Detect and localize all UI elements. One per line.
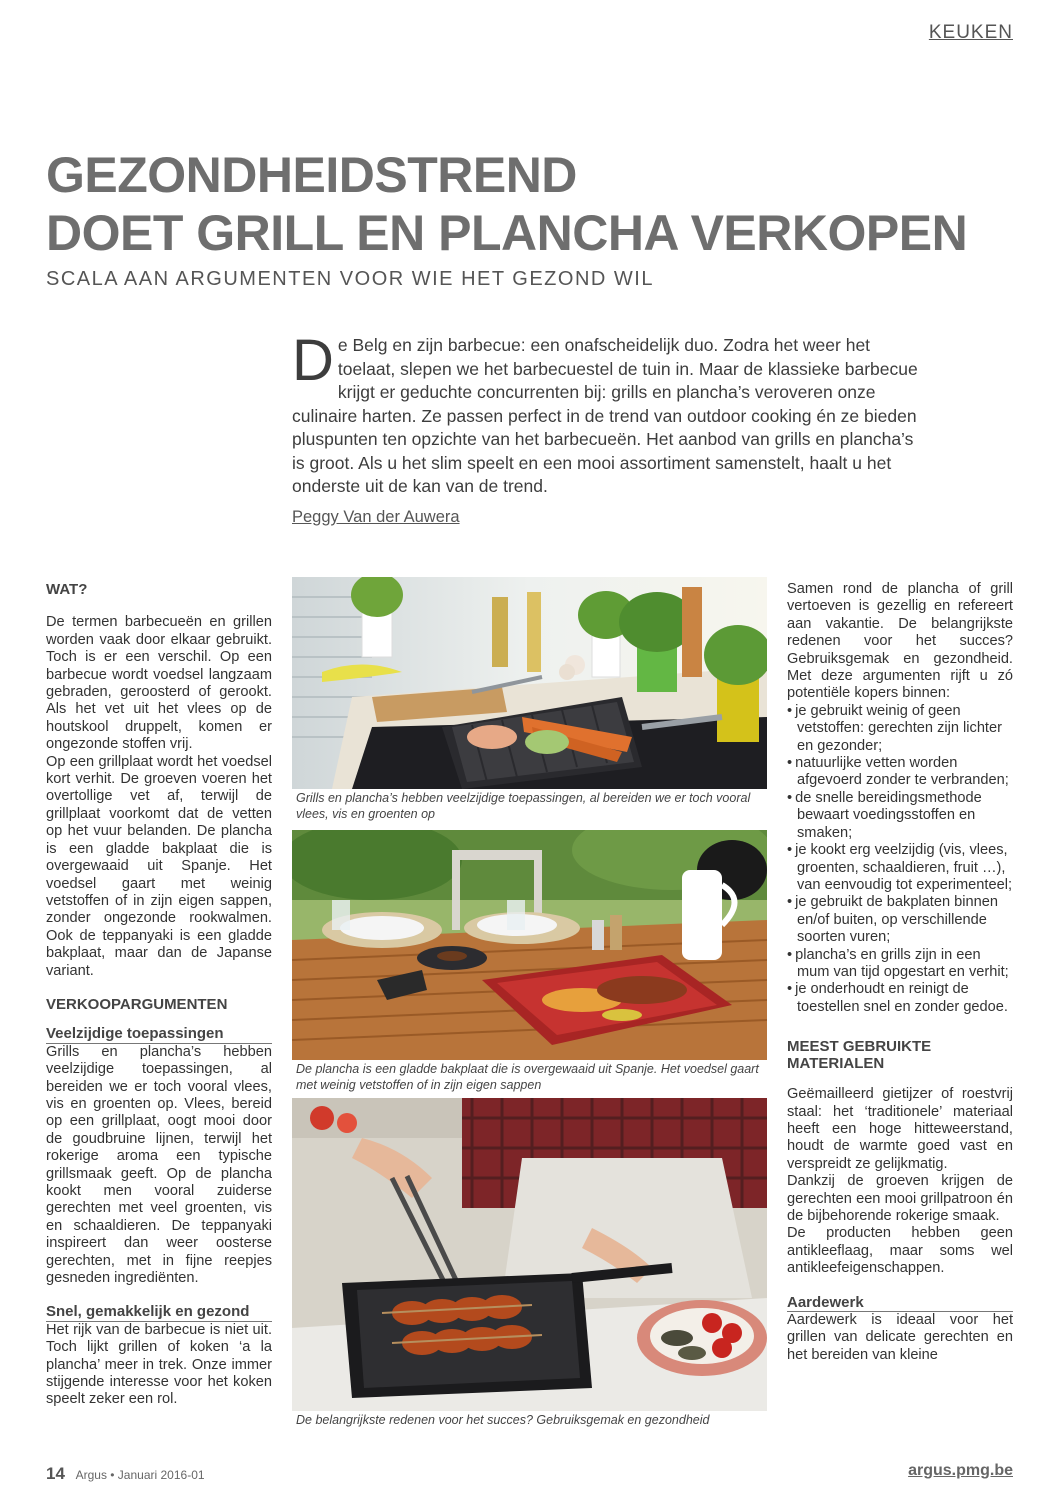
photo-grill-kitchen — [292, 577, 767, 789]
website-link[interactable]: argus.pmg.be — [908, 1462, 1013, 1479]
wat-paragraph-1: De termen barbecueën en grillen worden vaak door elkaar gebruikt. Toch is er een verschil. Op een barbecue wordt voedsel langzaam gebraden, geroosterd of gerookt. Als het vet uit het vlees op de houtskool druppelt, komen er ongezonde stoffen vrij. — [46, 614, 272, 753]
list-item: • je gebruikt weinig of geen vetstoffen: gerechten zijn lichter en gezonder; — [787, 703, 1013, 755]
snel-paragraph: Het rijk van de barbecue is niet uit. Toch lijkt grillen of koken ‘a la plancha’ meer in trek. Onze immer stijgende interesse voor het koken speelt zeker een rol. — [46, 1321, 272, 1408]
author-link[interactable]: Peggy Van der Auwera — [292, 508, 460, 526]
heading-materialen: MEEST GEBRUIKTE MATERIALEN — [787, 1038, 932, 1073]
title-line-2: DOET GRILL EN PLANCHA VERKOPEN — [46, 205, 968, 261]
subtitle: SCALA AAN ARGUMENTEN VOOR WIE HET GEZOND WIL — [46, 268, 654, 290]
list-item: • je kookt erg veelzijdig (vis, vlees, groenten, schaaldieren, fruit …), van eenvoudig tot experimenteel; — [787, 842, 1013, 894]
heading-aardewerk: Aardewerk — [787, 1294, 1013, 1312]
heading-verkoopargumenten: VERKOOPARGUMENTEN — [46, 995, 228, 1013]
page-number: 14 — [46, 1464, 65, 1483]
heading-wat: WAT? — [46, 581, 88, 598]
photo-grill-skewers — [292, 1098, 767, 1411]
benefits-list — [787, 703, 1013, 1016]
magazine-issue: Argus • Januari 2016-01 — [75, 1468, 205, 1482]
page-title — [46, 146, 1006, 262]
materialen-paragraph-3: De producten hebben geen antikleeflaag, maar soms wel antikleefeigenschappen. — [787, 1225, 1013, 1277]
list-item: • je onderhoudt en reinigt de toestellen snel en zonder gedoe. — [787, 981, 1013, 1016]
photo-plancha-table-image — [292, 830, 767, 1060]
list-item: • natuurlijke vetten worden afgevoerd zonder te verbranden; — [787, 755, 1013, 790]
right-intro-paragraph: Samen rond de plancha of grill vertoeven is gezellig en refereert aan vakantie. De belangrijkste redenen voor het succes? Gebruiksgemak en gezondheid. Met deze argumenten rijft u zó potentiële kopers binnen: — [787, 581, 1013, 702]
caption-photo-2: De plancha is een gladde bakplaat die is overgewaaid uit Spanje. Het voedsel gaart met weinig vetstoffen of in zijn eigen sappen — [296, 1062, 759, 1092]
heading-veelzijdig: Veelzijdige toepassingen — [46, 1025, 272, 1043]
veelzijdig-paragraph: Grills en plancha’s hebben veelzijdige toepassingen, al bereiden we er toch vooral vlees, vis en groenten op. Vlees, bereid op een grillplaat, oogt mooi door de goudbruine lijnen, terwijl het rokerige aroma een typische grillsmaak geeft. Op de plancha kookt men vooral zuiderse gerechten met veel groenten, vis en schaaldieren. De teppanyaki inspireert dan weer oosterse gerechten, met in fijne reepjes gesneden ingrediënten. — [46, 1043, 272, 1287]
wat-paragraph-2: Op een grillplaat wordt het voedsel kort verhit. De groeven voeren het overtollige vet af, terwijl de grillplaat voorkomt dat de vetten op het vuur belanden. De plancha is een gladde bakplaat die is overgewaaid uit Spanje. Het voedsel gaart met weinig vetstoffen of in zijn eigen sappen, zonder ongezonde rookwalmen. Ook de teppanyaki is een gladde bakplaat, maar dan de Japanse variant. — [46, 753, 272, 979]
section-tag: KEUKEN — [928, 22, 1013, 43]
photo-plancha-table — [292, 830, 767, 1060]
intro-text: e Belg en zijn barbecue: een onafscheidelijk duo. Zodra het weer het toelaat, slepen we het barbecuestel de tuin in. Maar de klassieke barbecue krijgt er geduchte concurrenten bij: grills en plancha’s veroveren onze culinaire harten. Ze passen perfect in de trend van outdoor cooking én ze bieden pluspunten ten opzichte van het barbecueën. Het aanbod van grills en plancha’s is groot. Als u het slim speelt en een mooi assortiment samenstelt, haalt u het onderste uit de kan van de trend. — [292, 335, 918, 496]
right-column — [787, 581, 1013, 1364]
footer-left — [46, 1464, 205, 1484]
materialen-paragraph-2: Dankzij de groeven krijgen de gerechten een mooi grillpatroon én de bijbehorende rokerige smaak. — [787, 1173, 1013, 1224]
photo-grill-skewers-image — [292, 1098, 767, 1411]
aardewerk-paragraph: Aardewerk is ideaal voor het grillen van delicate gerechten en het bereiden van kleine — [787, 1312, 1013, 1363]
list-item: • je gebruikt de bakplaten binnen en/of buiten, op verschillende soorten vuren; — [787, 894, 1013, 946]
heading-snel: Snel, gemakkelijk en gezond — [46, 1303, 272, 1321]
list-item: • plancha’s en grills zijn in een mum van tijd opgestart en verhit; — [787, 947, 1013, 982]
materialen-paragraph-1: Geëmailleerd gietijzer of roestvrij staal: het ‘traditionele’ materiaal heeft een hoge hitteweerstand, houdt de warmte goed vast en verspreidt ze gelijkmatig. — [787, 1086, 1013, 1172]
caption-photo-1: Grills en plancha’s hebben veelzijdige toepassingen, al bereiden we er toch vooral vlees, vis en groenten op — [296, 791, 751, 821]
caption-photo-3: De belangrijkste redenen voor het succes? Gebruiksgemak en gezondheid — [296, 1413, 710, 1427]
drop-cap: D — [292, 328, 334, 393]
list-item: • de snelle bereidingsmethode bewaart voedingsstoffen en smaken; — [787, 790, 1013, 842]
intro-paragraph — [292, 328, 922, 499]
title-line-1: GEZONDHEIDSTREND — [46, 147, 577, 203]
left-column — [46, 581, 272, 1409]
photo-grill-kitchen-image — [292, 577, 767, 789]
